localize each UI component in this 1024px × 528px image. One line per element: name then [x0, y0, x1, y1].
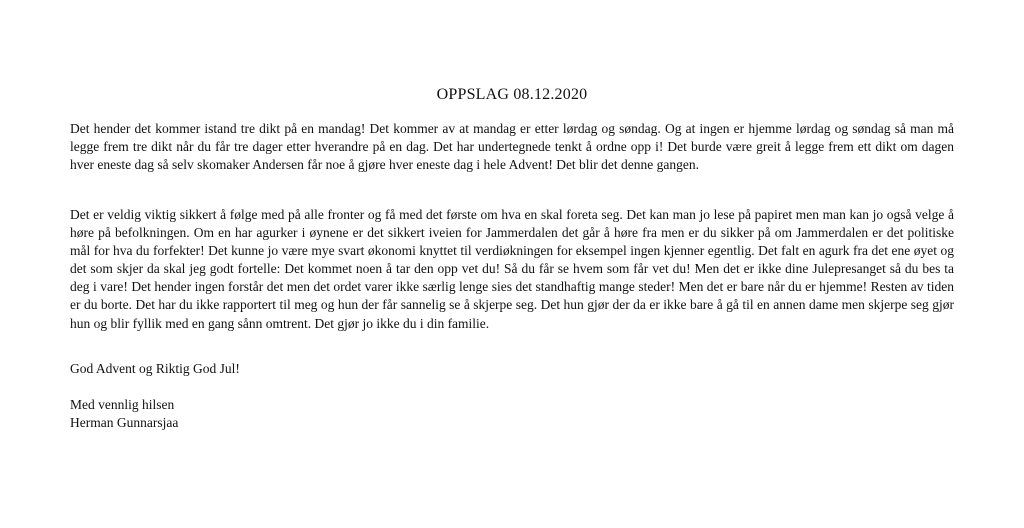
signature-name: Herman Gunnarsjaa: [70, 415, 179, 431]
paragraph-greeting: God Advent og Riktig God Jul!: [70, 361, 240, 376]
closing-block: [70, 396, 954, 432]
paragraph-intro: Det hender det kommer istand tre dikt på en mandag! Det kommer av at mandag er etter lørdag og søndag. Og at ingen er hjemme lørdag og søndag så man må legge frem tre dikt når du får tre dager etter hverandre på en dag. Det har undertegnede tenkt å ordne opp i! Det burde være greit å legge frem ett dikt om dagen hver eneste dag så selv skomaker Andersen får noe å gjøre hver eneste dag i hele Advent! Det blir det denne gangen.: [70, 121, 954, 173]
closing-greeting: Med vennlig hilsen: [70, 397, 175, 412]
document-page: [70, 0, 954, 528]
document-title: OPPSLAG 08.12.2020: [436, 86, 588, 103]
paragraph-main: Det er veldig viktig sikkert å følge med på alle fronter og få med det første om hva en skal foreta seg. Det kan man jo lese på papiret men man kan jo også velge å høre på befolkningen. Om en har agurker i øynene er det sikkert iveien for Jammerdalen det går å høre fra men er du sikker på om Jammerdalen er det politiske mål for hva du forfekter! Det kunne jo være mye svart økonomi knyttet til verdiøkningen for eksempel ingen kjenner egentlig. Det falt en agurk fra det ene øyet og det som skjer da skal jeg godt fortelle: Det kommet noen å tar den opp vet du! Så du får se hvem som får vet du! Men det er ikke dine Julepresanget så du bes ta deg i vare! Det hender ingen forstår det men det ordet varer ikke særlig lenge sies det standhaftig mange steder! Men det er bare når du er hjemme! Resten av tiden er du borte. Det har du ikke rapportert til meg og hun der får sannelig se å skjerpe seg. Det hun gjør der da er ikke bare å gå til en annen dame men skjerpe seg gjør hun og blir fyllik med en gang sånn omtrent. Det gjør jo ikke du i din familie.: [70, 207, 954, 331]
